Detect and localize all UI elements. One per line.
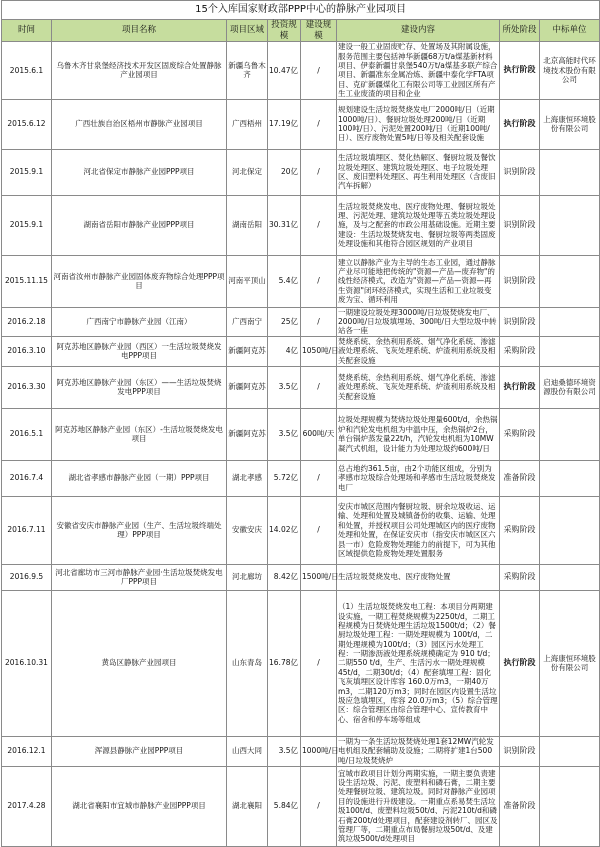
cell-region: 山西大同	[227, 736, 268, 766]
cell-region: 河北廊坊	[227, 564, 268, 590]
header-invest: 投资规模	[268, 20, 301, 42]
cell-stage: 执行阶段	[500, 366, 540, 408]
cell-content: 一期建设垃圾处理3000吨/日垃圾焚烧发电厂、2000吨/日垃圾填埋场、300吨/日大型垃圾中转站各一座	[337, 307, 500, 336]
header-date: 时间	[2, 20, 52, 42]
cell-region: 湖南岳阳	[227, 195, 268, 255]
cell-project-name: 河南省汝州市静脉产业园固体废弃物综合处理PPP项目	[52, 255, 227, 307]
cell-project-name: 河北省保定市静脉产业园PPP项目	[52, 149, 227, 195]
cell-region: 新疆阿克苏	[227, 366, 268, 408]
cell-stage: 识别阶段	[500, 736, 540, 766]
cell-scale: /	[301, 460, 337, 496]
cell-region: 安徽安庆	[227, 496, 268, 564]
cell-region: 湖北襄阳	[227, 766, 268, 846]
cell-project-name: 阿克苏地区静脉产业园（东区）——生活垃圾焚烧发电PPP项目	[52, 366, 227, 408]
cell-winner	[540, 460, 600, 496]
cell-winner	[540, 149, 600, 195]
cell-stage: 采购阶段	[500, 408, 540, 460]
cell-content: 焚烧系统、余热利用系统、烟气净化系统、渗滤液处理系统、飞灰处理系统、炉渣利用系统及相关配套设施	[337, 336, 500, 366]
cell-date: 2016.12.1	[2, 736, 52, 766]
cell-winner	[540, 408, 600, 460]
cell-investment: 4亿	[268, 336, 301, 366]
cell-scale: 1050吨/日	[301, 336, 337, 366]
cell-scale: /	[301, 590, 337, 736]
cell-project-name: 河北省廊坊市三河市静脉产业园·生活垃圾焚烧发电厂PPP项目	[52, 564, 227, 590]
cell-investment: 30.31亿	[268, 195, 301, 255]
cell-scale: /	[301, 99, 337, 149]
cell-project-name: 黄岛区静脉产业园项目	[52, 590, 227, 736]
cell-winner: 上海康恒环境股份有限公司	[540, 590, 600, 736]
cell-content: 总占地约361.5亩，由2个功能区组成，分别为孝感市垃圾综合处理场和孝感市生活垃圾焚烧发电厂	[337, 460, 500, 496]
cell-date: 2015.11.15	[2, 255, 52, 307]
cell-scale: 600吨/天	[301, 408, 337, 460]
cell-stage: 识别阶段	[500, 195, 540, 255]
cell-investment: 5.72亿	[268, 460, 301, 496]
table-row	[2, 195, 600, 255]
cell-date: 2017.4.28	[2, 766, 52, 846]
table-row	[2, 408, 600, 460]
table-row	[2, 460, 600, 496]
cell-winner: 启迪桑德环境资源股份有限公司	[540, 366, 600, 408]
cell-stage: 识别阶段	[500, 255, 540, 307]
cell-project-name: 湖北省孝感市静脉产业园（一期）PPP项目	[52, 460, 227, 496]
cell-date: 2016.3.10	[2, 336, 52, 366]
table-row	[2, 99, 600, 149]
table-row	[2, 366, 600, 408]
cell-winner	[540, 564, 600, 590]
cell-content: 一期为一条生活垃圾焚烧处理1套12MW汽轮发电机组及配套辅助及设施；二期将扩建1台500吨/日垃圾焚烧炉	[337, 736, 500, 766]
cell-scale: /	[301, 766, 337, 846]
cell-date: 2016.7.4	[2, 460, 52, 496]
cell-winner	[540, 307, 600, 336]
cell-project-name: 阿克苏地区静脉产业园（西区）一生活垃圾焚烧发电PPP项目	[52, 336, 227, 366]
cell-date: 2016.9.5	[2, 564, 52, 590]
cell-region: 新疆阿克苏	[227, 336, 268, 366]
cell-region: 河北保定	[227, 149, 268, 195]
header-scale: 建设规模	[301, 20, 337, 42]
cell-project-name: 阿克苏地区静脉产业园（东区）-生活垃圾焚烧发电项目	[52, 408, 227, 460]
cell-date: 2015.6.1	[2, 42, 52, 99]
cell-stage: 准备阶段	[500, 766, 540, 846]
cell-investment: 5.84亿	[268, 766, 301, 846]
table-row	[2, 336, 600, 366]
cell-region: 广西梧州	[227, 99, 268, 149]
cell-project-name: 广西南宁市静脉产业园（江南）	[52, 307, 227, 336]
cell-scale: /	[301, 255, 337, 307]
cell-project-name: 安徽省安庆市静脉产业园（生产、生活垃圾终端处理）PPP项目	[52, 496, 227, 564]
cell-investment: 3.5亿	[268, 366, 301, 408]
cell-date: 2016.2.18	[2, 307, 52, 336]
table-row	[2, 766, 600, 846]
cell-stage: 执行阶段	[500, 99, 540, 149]
cell-content: 生活垃圾填埋区、焚化热解区、餐厨垃圾及餐饮垃圾处理区、建筑垃圾处理区、电子垃圾处理区、废旧塑料处理区、再生利用处理区（含废旧汽车拆解）	[337, 149, 500, 195]
cell-project-name: 湖南省岳阳市静脉产业园PPP项目	[52, 195, 227, 255]
cell-content: 规划建设生活垃圾焚烧发电厂2000吨/日（近期1000吨/日）、餐厨垃圾处理200吨/日（近期100吨/日）、污泥处置200吨/日（近期100吨/日）、医疗废物处置5吨/日等及相关配套设施	[337, 99, 500, 149]
cell-project-name: 广西壮族自治区梧州市静脉产业园项目	[52, 99, 227, 149]
cell-stage: 准备阶段	[500, 460, 540, 496]
table-row	[2, 42, 600, 99]
cell-stage: 执行阶段	[500, 42, 540, 99]
cell-winner	[540, 336, 600, 366]
cell-investment: 5.4亿	[268, 255, 301, 307]
cell-project-name: 湖北省襄阳市宜城市静脉产业园PPP项目	[52, 766, 227, 846]
header-content: 建设内容	[337, 20, 500, 42]
cell-investment: 3.5亿	[268, 736, 301, 766]
table-row	[2, 255, 600, 307]
header-stage: 所处阶段	[500, 20, 540, 42]
cell-content: 焚烧系统、余热利用系统、烟气净化系统、渗滤液处理系统、飞灰处理系统、炉渣利用系统及相关配套设施	[337, 366, 500, 408]
table-row	[2, 564, 600, 590]
cell-scale: /	[301, 42, 337, 99]
header-winner: 中标单位	[540, 20, 600, 42]
cell-winner	[540, 766, 600, 846]
cell-stage: 采购阶段	[500, 564, 540, 590]
cell-content: 垃圾处理规模为焚烧垃圾处理量600t/d，余热锅炉和汽轮发电机组为中温中压，余热锅炉2台，单台锅炉蒸发量22t/h，汽轮发电机组为10MW凝汽式机组，设计能力为处理垃圾约600吨/日	[337, 408, 500, 460]
cell-investment: 20亿	[268, 149, 301, 195]
cell-stage: 识别阶段	[500, 149, 540, 195]
cell-region: 湖北孝感	[227, 460, 268, 496]
cell-scale: 1000吨/日	[301, 736, 337, 766]
cell-date: 2015.9.1	[2, 195, 52, 255]
cell-content: 生活垃圾焚烧发电、医疗废物处置	[337, 564, 500, 590]
cell-project-name: 乌鲁木齐甘泉堡经济技术开发区固废综合处置静脉产业园项目	[52, 42, 227, 99]
cell-stage: 识别阶段	[500, 307, 540, 336]
cell-investment: 10.47亿	[268, 42, 301, 99]
cell-winner	[540, 736, 600, 766]
cell-date: 2016.7.11	[2, 496, 52, 564]
cell-stage: 采购阶段	[500, 336, 540, 366]
cell-scale: /	[301, 496, 337, 564]
cell-investment: 16.78亿	[268, 590, 301, 736]
cell-winner: 北京高能时代环境技术股份有限公司	[540, 42, 600, 99]
header-region: 项目区域	[227, 20, 268, 42]
cell-region: 新疆乌鲁木齐	[227, 42, 268, 99]
cell-date: 2016.5.1	[2, 408, 52, 460]
cell-region: 河南平顶山	[227, 255, 268, 307]
table-row	[2, 307, 600, 336]
cell-investment: 8.42亿	[268, 564, 301, 590]
cell-winner	[540, 496, 600, 564]
cell-date: 2015.6.12	[2, 99, 52, 149]
cell-investment: 3.5亿	[268, 408, 301, 460]
header-name: 项目名称	[52, 20, 227, 42]
cell-scale: /	[301, 307, 337, 336]
cell-scale: 1500吨/日	[301, 564, 337, 590]
table-title: 15个入库国家财政部PPP中心的静脉产业园项目	[2, 1, 600, 20]
table-row	[2, 149, 600, 195]
cell-content: 安庆市城区范围内餐厨垃圾、厨余垃圾收运、运输、处理和处置及城镇备份的收集、运输、处理和处置，并授权项目公司处理城区内的医疗废物处理和处置，在保证安庆市（指安庆市城区区六县一市）危险废物处理能力的前提下，可为其他区域提供危险废物处理处置服务	[337, 496, 500, 564]
cell-region: 新疆阿克苏	[227, 408, 268, 460]
cell-scale: /	[301, 149, 337, 195]
cell-winner	[540, 255, 600, 307]
project-table	[1, 0, 600, 847]
cell-stage: 执行阶段	[500, 590, 540, 736]
cell-project-name: 浑源县静脉产业园PPP项目	[52, 736, 227, 766]
cell-winner	[540, 195, 600, 255]
cell-content: 生活垃圾焚烧发电、医疗废物处理、餐厨垃圾处理、污泥处理、建筑垃圾处理等五类垃圾处理设施，及与之配套的市政公用基础设施。近期主要建设：生活垃圾焚烧发电、餐厨垃圾等两类固废处理设施和其他符合园区规划的产业项目	[337, 195, 500, 255]
cell-date: 2015.9.1	[2, 149, 52, 195]
cell-content: 建立以静脉产业为主导的生态工业园，通过静脉产业尽可能地把传统的"资源—产品—废弃物"的线性经济模式，改造为"资源—产品—资源—再生资源"闭环经济模式，实现生活和工业垃圾变废为宝、循环利用	[337, 255, 500, 307]
table-row	[2, 736, 600, 766]
cell-scale: /	[301, 366, 337, 408]
cell-content: （1）生活垃圾焚烧发电工程：本项目分两期建设实施，一期工程焚烧规模为2250t/d，二期工程规模为日焚烧处理生活垃圾1500t/d；（2）餐厨垃圾处理工程：一期处理规模为 100t/d，二期处理规模为100t/d；（3）园区污水处理工程：一期渗沥液处理系统规模确定为 910 t/d；二期550 t/d，生产、生活污水一期处理规模45t/d，二期30t/d；（4）配套填埋工程：固化飞灰填埋区设计库容 160.0万m3，一期40万m3，二期120万m3；同时在园区内设置生活垃圾应急填埋区，库容 20.0万m3；（5）综合管理区：综合管理区由综合管理中心、宣传教育中心、宿舍和停车场等组成	[337, 590, 500, 736]
cell-winner: 上海康恒环境股份有限公司	[540, 99, 600, 149]
cell-investment: 17.19亿	[268, 99, 301, 149]
cell-region: 广西南宁	[227, 307, 268, 336]
cell-region: 山东青岛	[227, 590, 268, 736]
cell-date: 2016.3.30	[2, 366, 52, 408]
cell-investment: 14.02亿	[268, 496, 301, 564]
cell-content: 宜城市政项目计划分两期实施，一期主要负责建设生活垃圾、污泥、废塑料和磷石膏，二期主要处理餐厨垃圾、建筑垃圾。同时对静脉产业园项目的设施进行升级建设。一期重点系易焚生活垃圾100t/d、废塑料垃圾50t/d、污泥210t/d和磷石膏200t/d处理项目，配套建设剂转厂、园区及管理厂等，二期重点布局餐厨垃圾50t/d、及建筑垃圾500t/d处理项目	[337, 766, 500, 846]
cell-date: 2016.10.31	[2, 590, 52, 736]
cell-scale: /	[301, 195, 337, 255]
cell-stage: 采购阶段	[500, 496, 540, 564]
cell-content: 建设一般工业固废贮存、处置场及其附属设施，服务范围主要包括神华新疆68万t/a煤基新材料项目、伊泰新疆甘泉堡540万t/a煤基多联产综合项目、新疆准东金属冶炼、新疆中泰化学FTA项目、克矿新疆煤化工有限公司等工业园区所有产生工业废渣的项目和企业	[337, 42, 500, 99]
header-row	[2, 20, 600, 42]
table-row	[2, 590, 600, 736]
cell-investment: 25亿	[268, 307, 301, 336]
table-row	[2, 496, 600, 564]
